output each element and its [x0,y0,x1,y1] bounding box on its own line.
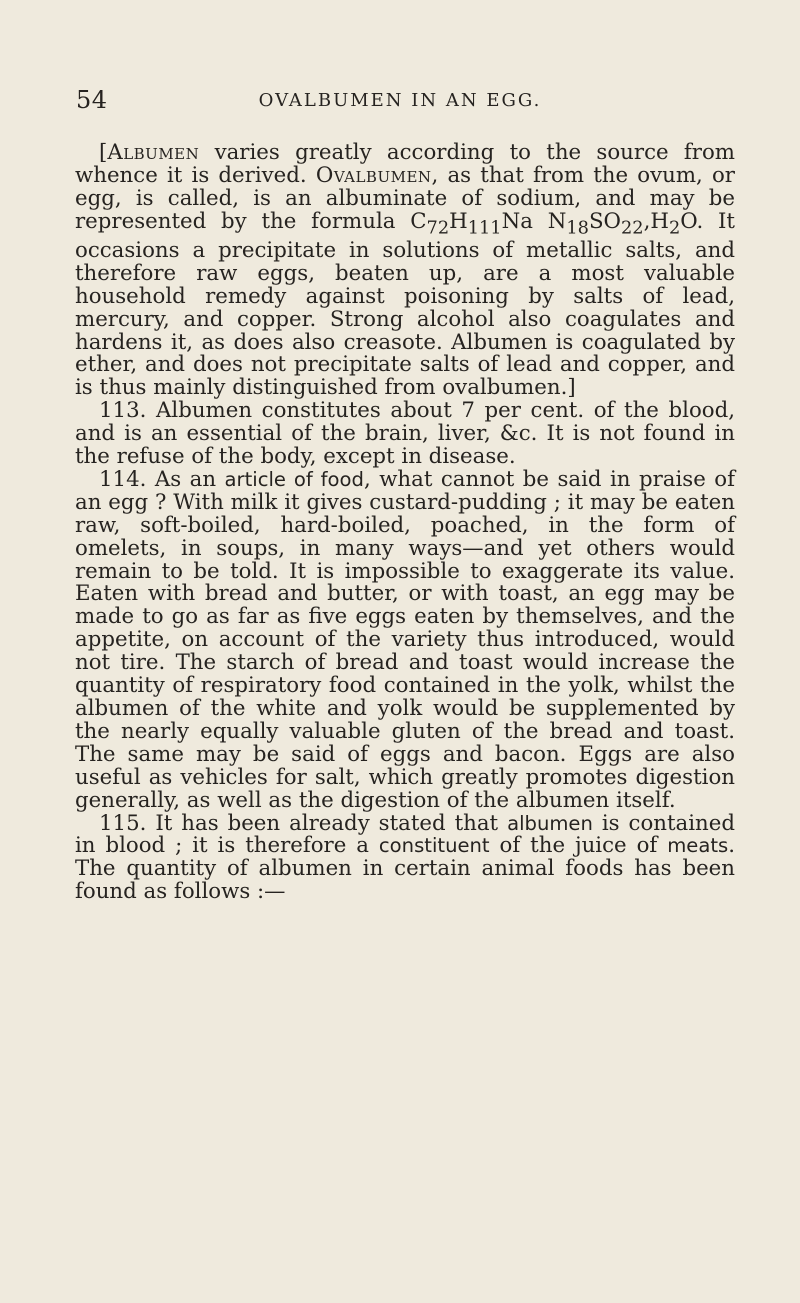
text-span: 115. It has been already stated that [99,810,508,836]
text-span: O. It occasions a precipitate in solutions of metallic salts, and therefore raw eggs, beaten up, are a most valuable household remedy against poisoning by salts of lead, mercury, and copper. Strong alcohol also coagulates and hardens it, as does also creasote. Albumen is coagulated by ether, and does not precipitate salts of lead and copper, and is thus mainly distinguished from ovalbumen.] [75,208,735,401]
paragraph-115 [75,810,736,905]
formula-subscript: 18 [566,217,589,238]
text-span: of the juice of [489,833,668,859]
text-span: H [449,208,468,234]
text-span: ,H [643,208,669,234]
formula-subscript: 22 [621,217,644,238]
text-span: , as that from the ovum, or egg, is called, is an albuminate of sodium, and may be represented by the formula C [75,162,735,234]
running-head: OVALBUMEN IN AN EGG. [258,90,542,111]
text-span: Na N [501,208,567,234]
page-number: 54 [76,86,108,114]
bold-term: meats [667,834,729,858]
text-span: varies greatly according to the source from whence it is derived. [75,140,735,188]
text-span: SO [588,208,622,234]
page-body [75,142,735,904]
paragraph-113: 113. Albumen constitutes about 7 per cent. of the blood, and is an essential of the brain, liver, &c. It is not found in the refuse of the body, except in disease. [75,398,735,470]
bold-term: article of food [224,467,364,491]
text-span: 114. As an [99,466,225,492]
paragraph-albumen-note [75,142,735,400]
formula-subscript: 72 [426,217,450,238]
text-span: is contained in blood ; it is therefore a [75,810,736,859]
text-span: , what cannot be said in praise of an egg ? With milk it gives custard-pudding ; it may be eaten raw, soft-boiled, hard-boiled, poached, in the form of omelets, in soups, in many ways—and yet others would remain to be told. It is impossible to exaggerate its value. Eaten with bread and butter, or with toast, an egg may be made to go as far as five eggs eaten by themselves, and the appetite, on account of the variety thus introduced, would not tire. The starch of bread and toast would increase the quantity of respiratory food contained in the yolk, whilst the albumen of the white and yolk would be supplemented by the nearly equally valuable gluten of the bread and toast. The same may be said of eggs and bacon. Eggs are also useful as vehicles for salt, which greatly promotes digestion generally, as well as the digestion of the albumen itself. [75,466,736,813]
small-caps-term: Albumen [107,140,200,165]
bold-term: constituent [378,834,490,858]
text-span: [ [99,140,108,165]
text-span: . The quantity of albumen in certain animal foods has been found as follows :— [75,833,736,905]
page-header [0,86,800,120]
small-caps-term: Ovalbumen [315,162,432,188]
bold-term: albumen [507,811,593,835]
formula-subscript: 111 [467,217,502,238]
paragraph-114 [75,466,736,813]
formula-subscript: 2 [668,217,681,238]
